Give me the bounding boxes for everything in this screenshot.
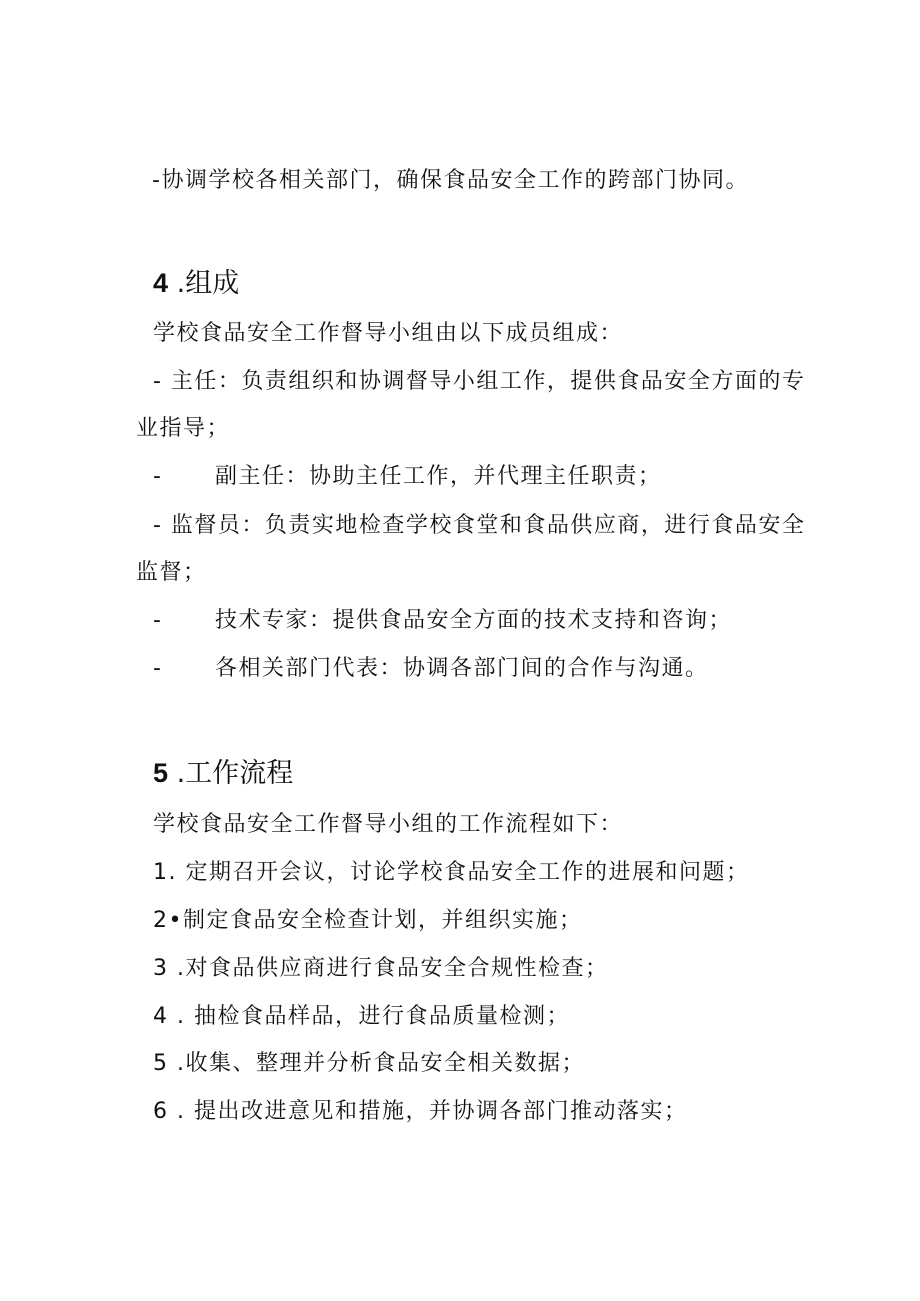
workflow-step: 4 . 抽检食品样品，进行食品质量检测； <box>153 1004 570 1029</box>
section-4-title: .组成 <box>176 268 240 299</box>
member-deputy-dash: - <box>153 464 163 489</box>
workflow-step: 2•制定食品安全检查计划，并组织实施； <box>153 908 583 933</box>
member-deputy-text: 副主任：协助主任工作，并代理主任职责； <box>215 464 662 489</box>
section-5-title: .工作流程 <box>176 758 294 789</box>
workflow-step: 3 .对食品供应商进行食品安全合规性检查； <box>153 956 609 981</box>
section-5-heading <box>153 756 293 791</box>
member-department-rep <box>153 654 709 684</box>
section-5-number: 5 <box>153 758 169 788</box>
section-4-intro: 学校食品安全工作督导小组由以下成员组成： <box>153 321 624 346</box>
workflow-step: 6 . 提出改进意见和措施，并协调各部门推动落实； <box>153 1099 688 1124</box>
member-expert-dash: - <box>153 608 163 633</box>
member-expert <box>153 606 732 636</box>
section-4-number: 4 <box>153 268 169 298</box>
workflow-step: 1. 定期召开会议，讨论学校食品安全工作的进展和问题； <box>153 860 750 885</box>
member-rep-dash: - <box>153 656 163 681</box>
workflow-step: 5 .收集、整理并分析食品安全相关数据； <box>153 1051 585 1076</box>
member-expert-text: 技术专家：提供食品安全方面的技术支持和咨询； <box>215 608 733 633</box>
member-deputy <box>153 462 662 492</box>
member-supervisor-line-2: 监督； <box>136 560 207 585</box>
section-4-heading <box>153 266 239 301</box>
coordination-line: -协调学校各相关部门，确保食品安全工作的跨部门协同。 <box>152 168 749 193</box>
member-director-line-1: - 主任：负责组织和协调督导小组工作，提供食品安全方面的专 <box>153 369 806 394</box>
member-supervisor-line-1: - 监督员：负责实地检查学校食堂和食品供应商，进行食品安全 <box>153 513 806 538</box>
member-rep-text: 各相关部门代表：协调各部门间的合作与沟通。 <box>215 656 709 681</box>
section-5-intro: 学校食品安全工作督导小组的工作流程如下： <box>153 812 624 837</box>
member-director-line-2: 业指导； <box>136 416 231 441</box>
